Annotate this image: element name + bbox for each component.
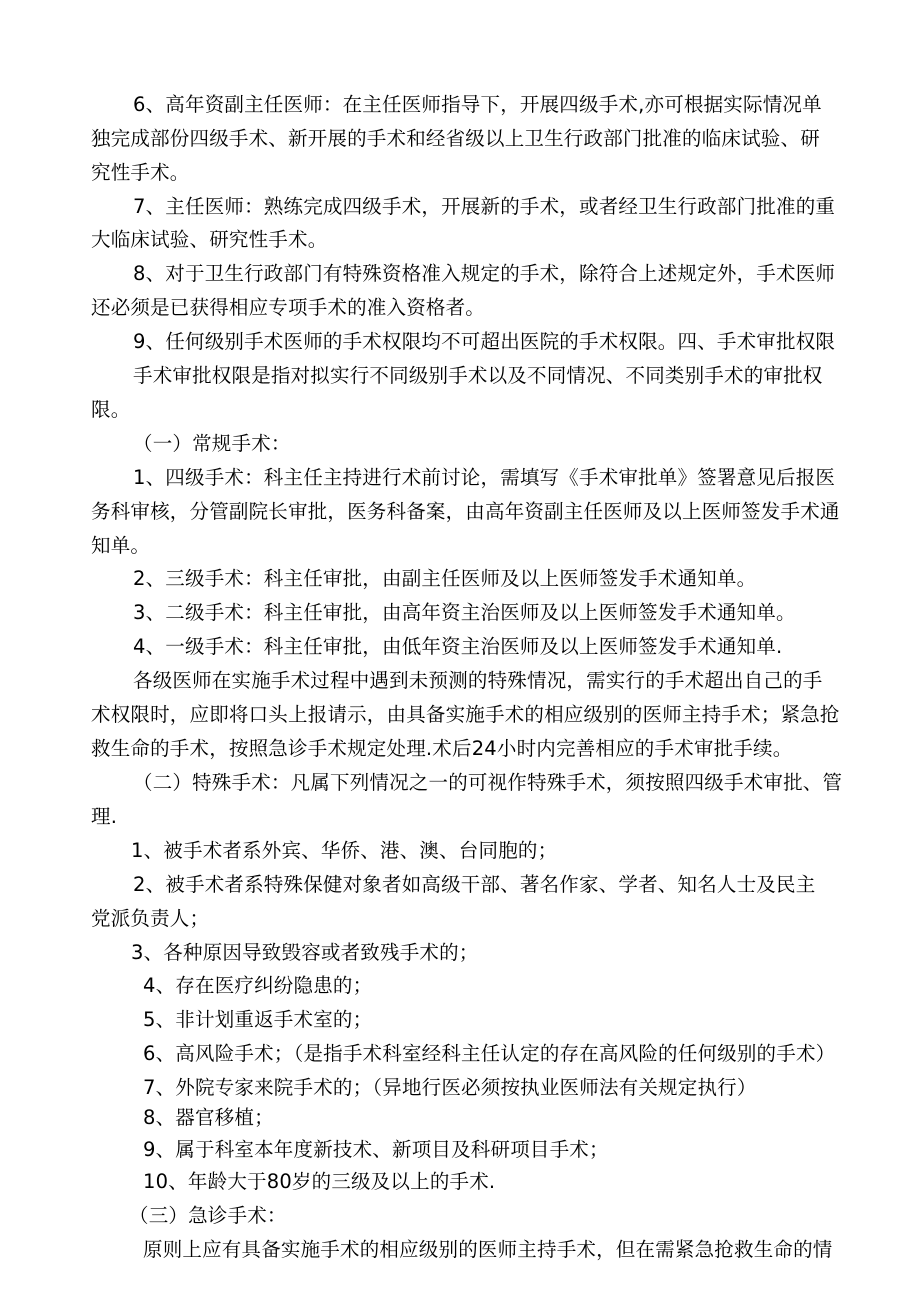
list-item: 7、外院专家来院手术的；（异地行医必须按执业医师法有关规定执行） xyxy=(143,1076,757,1099)
list-item: 6、高风险手术；（是指手术科室经科主任认定的存在高风险的任何级别的手术） xyxy=(143,1042,836,1065)
paragraph-line: 3、二级手术：科主任审批，由高年资主治医师及以上医师签发手术通知单。 xyxy=(133,601,796,624)
list-item: 5、非计划重返手术室的； xyxy=(143,1008,373,1031)
paragraph-line: 8、对于卫生行政部门有特殊资格准入规定的手术，除符合上述规定外，手术医师 xyxy=(133,262,836,285)
list-item: 10、年龄大于80岁的三级及以上的手术. xyxy=(143,1170,496,1193)
paragraph-line: 9、任何级别手术医师的手术权限均不可超出医院的手术权限。四、手术审批权限 xyxy=(133,330,836,353)
paragraph-line: 6、高年资副主任医师：在主任医师指导下，开展四级手术,亦可根据实际情况单 xyxy=(133,93,822,116)
list-item: 1、被手术者系外宾、华侨、港、澳、台同胞的； xyxy=(131,839,558,862)
paragraph-line: 原则上应有具备实施手术的相应级别的医师主持手术，但在需紧急抢救生命的情 xyxy=(143,1238,833,1261)
list-item: 8、器官移植； xyxy=(143,1106,274,1129)
paragraph-line: 2、三级手术：科主任审批，由副主任医师及以上医师签发手术通知单。 xyxy=(133,567,757,590)
paragraph-line: 各级医师在实施手术过程中遇到未预测的特殊情况，需实行的手术超出自己的手 xyxy=(133,669,823,692)
paragraph-line: 7、主任医师：熟练完成四级手术，开展新的手术，或者经卫生行政部门批准的重 xyxy=(133,195,836,218)
section-heading: （二）特殊手术：凡属下列情况之一的可视作特殊手术，须按照四级手术审批、管 xyxy=(133,771,843,794)
paragraph-line: 究性手术。 xyxy=(91,161,190,184)
paragraph-line: 知单。 xyxy=(91,534,151,557)
list-item: 4、存在医疗纠纷隐患的； xyxy=(143,974,373,997)
paragraph-line: 1、四级手术：科主任主持进行术前讨论，需填写《手术审批单》签署意见后报医 xyxy=(133,466,836,489)
list-item: 3、各种原因导致毁容或者致残手术的； xyxy=(131,941,479,964)
section-heading: （一）常规手术： xyxy=(133,432,291,455)
paragraph-line: 救生命的手术，按照急诊手术规定处理.术后24小时内完善相应的手术审批手续。 xyxy=(91,737,793,760)
paragraph-line: 大临床试验、研究性手术。 xyxy=(91,228,328,251)
section-heading: （三）急诊手术： xyxy=(129,1204,287,1227)
paragraph-line: 务科审核，分管副院长审批，医务科备案，由高年资副主任医师及以上医师签发手术通 xyxy=(91,500,840,523)
list-item: 9、属于科室本年度新技术、新项目及科研项目手术； xyxy=(143,1138,609,1161)
paragraph-line: 限。 xyxy=(91,398,131,421)
paragraph-line: 独完成部份四级手术、新开展的手术和经省级以上卫生行政部门批准的临床试验、研 xyxy=(91,127,820,150)
paragraph-line: 手术审批权限是指对拟实行不同级别手术以及不同情况、不同类别手术的审批权 xyxy=(133,364,823,387)
list-item: 党派负责人； xyxy=(91,907,210,930)
paragraph-line: 术权限时，应即将口头上报请示，由具备实施手术的相应级别的医师主持手术；紧急抢 xyxy=(91,703,840,726)
paragraph-line: 4、一级手术：科主任审批，由低年资主治医师及以上医师签发手术通知单. xyxy=(133,635,783,658)
list-item: 2、被手术者系特殊保健对象者如高级干部、著名作家、学者、知名人士及民主 xyxy=(133,873,816,896)
paragraph-line: 理. xyxy=(91,805,118,828)
paragraph-line: 还必须是已获得相应专项手术的准入资格者。 xyxy=(91,296,486,319)
